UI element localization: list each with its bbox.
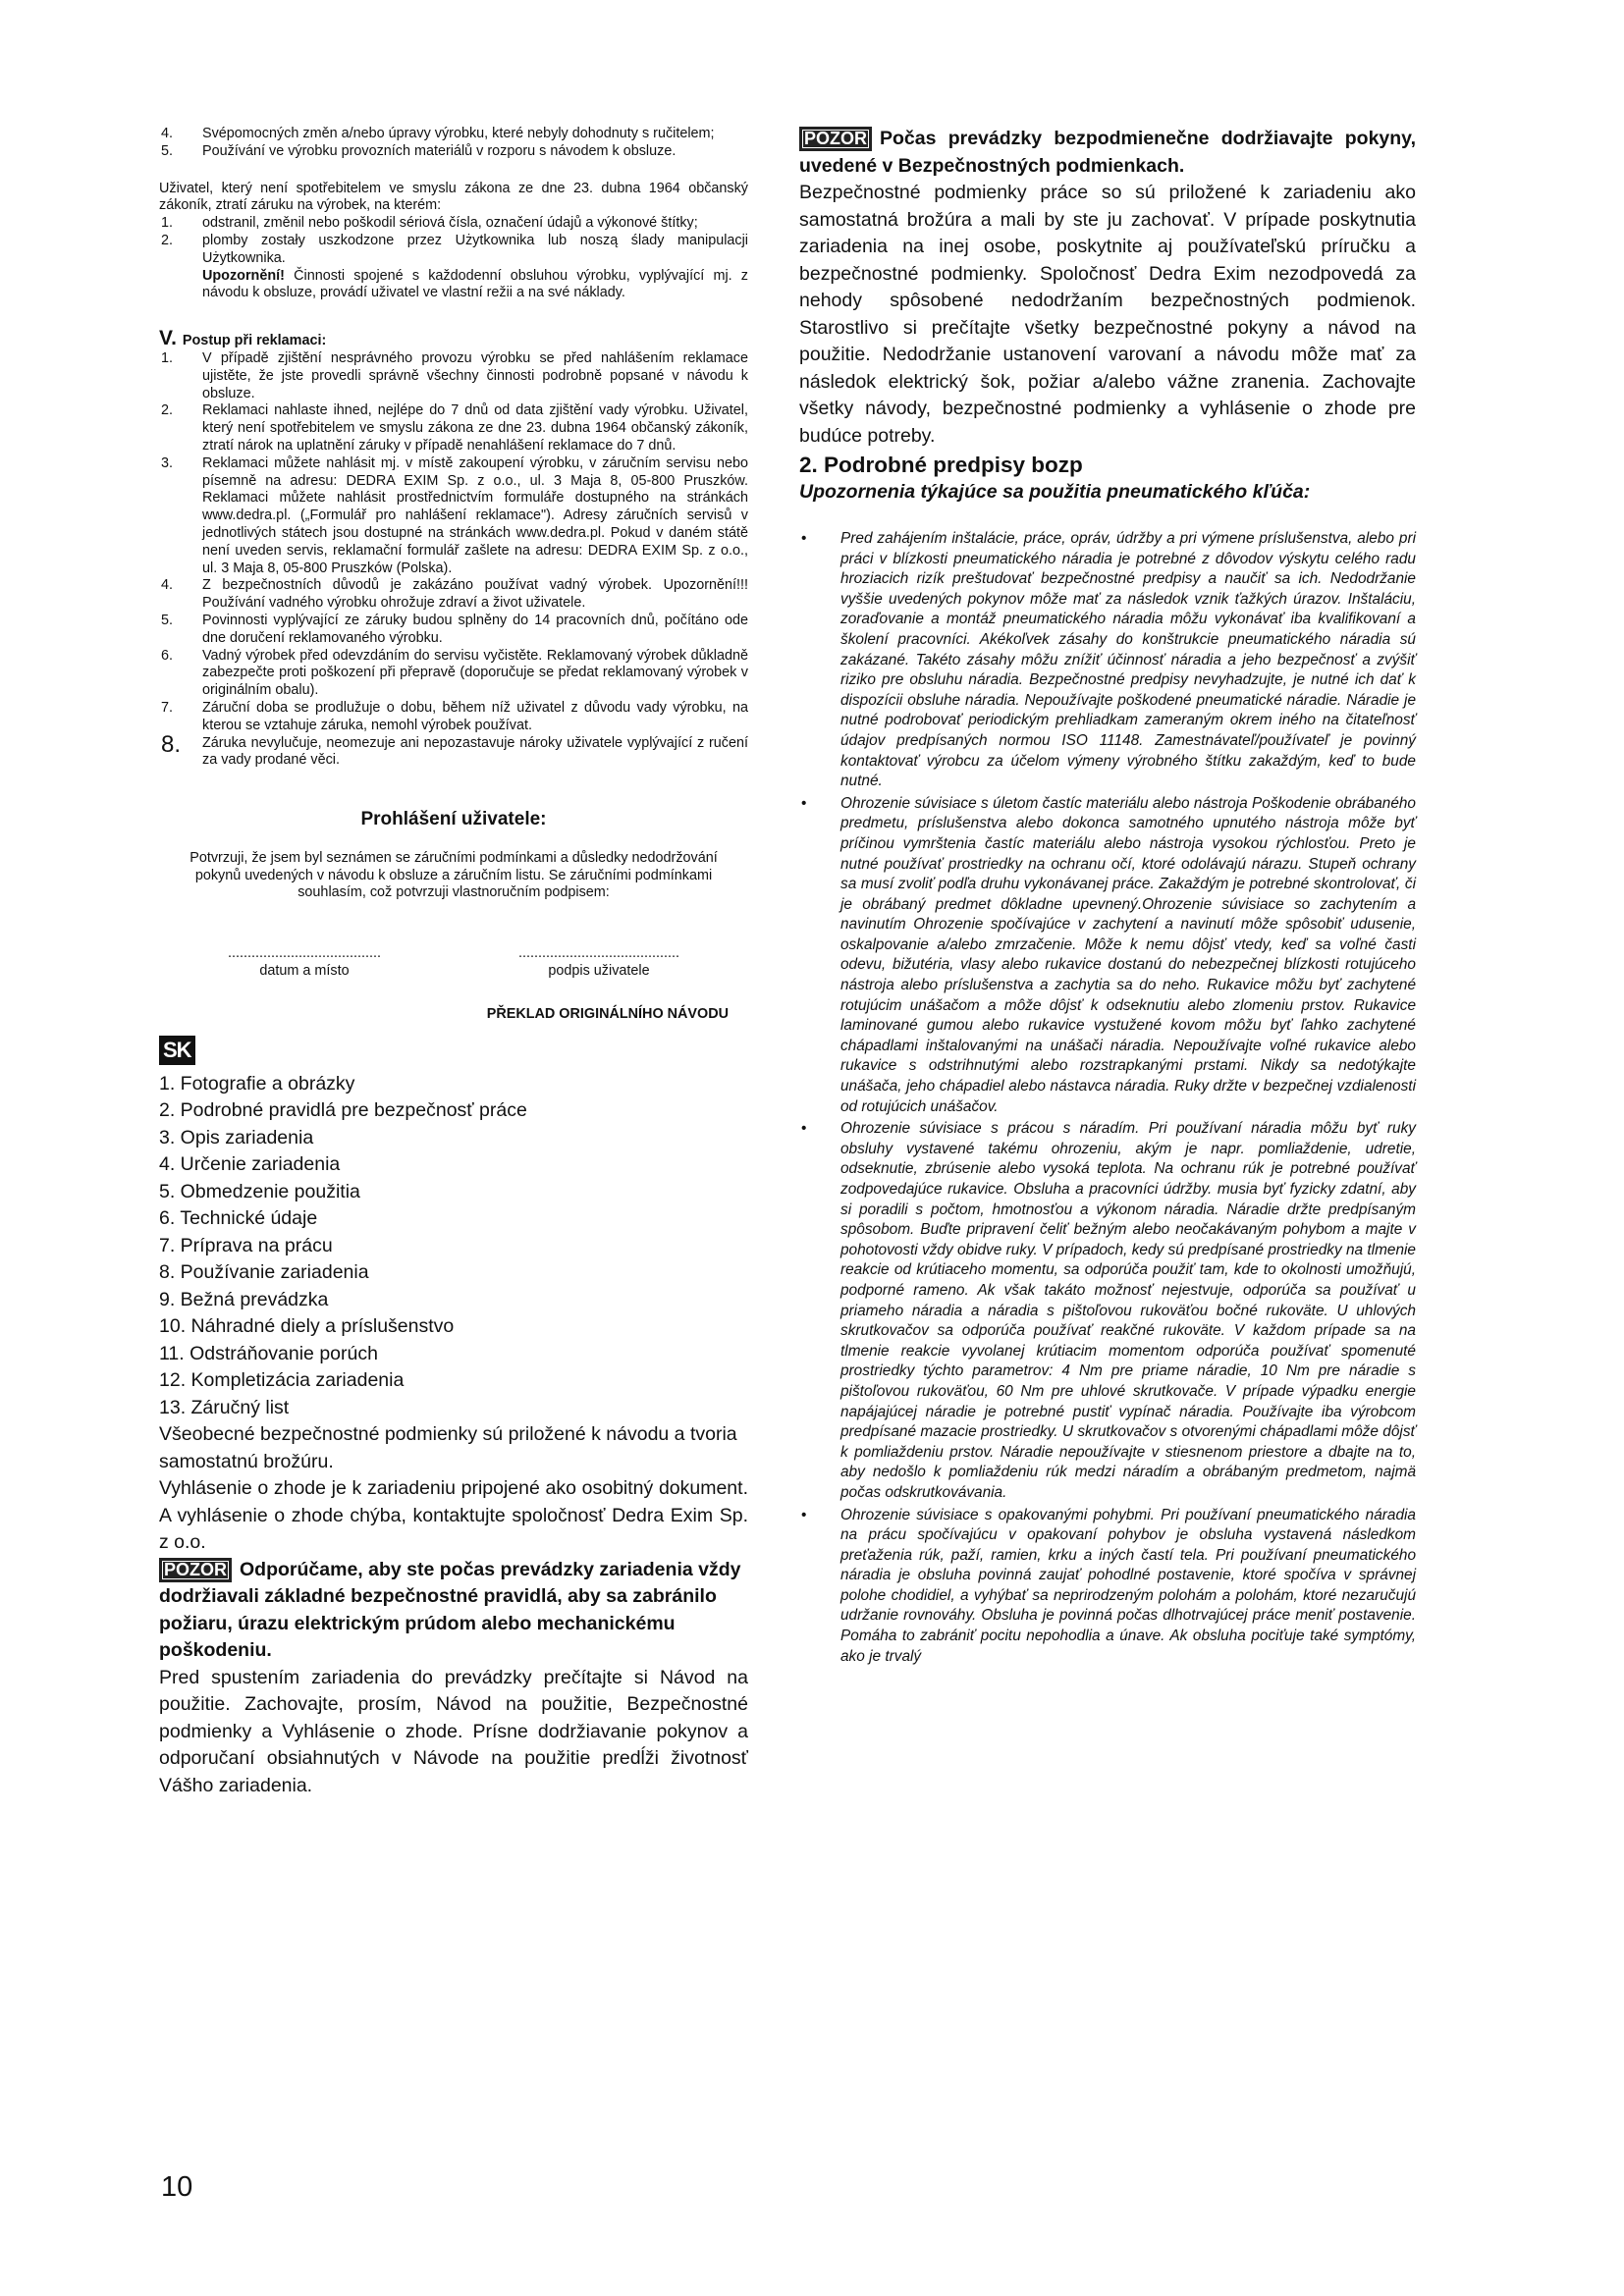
list-item <box>159 648 748 700</box>
item-number: 1. <box>161 349 174 366</box>
upozorneni-note <box>159 268 748 303</box>
item-text: Záruční doba se prodlužuje o dobu, během níž uživatel z důvodu vady výrobku, na kterou se vztahuje záruka, nemohl výrobek používat. <box>202 699 748 733</box>
item-number: 7. <box>161 699 174 716</box>
sk-general-conditions: Všeobecné bezpečnostné podmienky sú priložené k návodu a tvoria samostatnú brožúru. <box>159 1423 737 1472</box>
toc-item: 11. Odstráňovanie porúch <box>159 1342 378 1364</box>
list-item <box>159 126 748 143</box>
pozor-badge: POZOR <box>159 1558 232 1582</box>
safety-conditions-paragraph: Bezpečnostné podmienky práce so sú priložené k zariadeniu ako samostatná brožúra a mali by ste ju zachovať. V prípade poskytnutia zariadenia na inej osobe, poskytnite aj používateľskú príručku a bezpečnostné podmienky. Spoločnosť Dedra Exim nezodpovedá za nehody spôsobené nedodržaním bezpečnostných podmienok. Starostlivo si prečítajte všetky bezpečnostné pokyny a návod na použitie. Nedodržanie ustanovení varovaní a návodu môže mať za následok elektrický šok, požiar a/alebo vážne zranenia. Zachovajte všetky návody, bezpečnostné podmienky a vyhlásenie o zhode pre budúce potreby. <box>799 182 1416 447</box>
toc-item: 8. Používanie zariadenia <box>159 1261 369 1284</box>
item-text: Záruka nevylučuje, neomezuje ani nepozastavuje nároky uživatele vyplývající z ručení za vady prodané věci. <box>202 734 748 769</box>
item-number: 6. <box>161 647 174 664</box>
item-number: 2. <box>161 402 174 419</box>
declaration-title: Prohlášení uživatele: <box>360 809 547 830</box>
signature-dots: ......................................... <box>518 945 679 962</box>
toc-item: 2. Podrobné pravidlá pre bezpečnosť práce <box>159 1099 527 1122</box>
item-number: 2. <box>161 232 174 248</box>
upozorneni-text: Činnosti spojené s každodenní obsluhou výrobku, vyplývající mj. z návodu k obsluze, provádí uživatel ve vlastní režii a na své náklady. <box>202 267 748 301</box>
list-item <box>159 700 748 735</box>
list-item <box>159 215 748 233</box>
item-number: 4. <box>161 126 174 141</box>
complaint-procedure-list <box>159 350 748 770</box>
item-text: odstranil, změnil nebo poškodil sériová čísla, označení údajů a výkonové štítky; <box>202 215 698 232</box>
section-v-number: V. <box>159 327 177 350</box>
item-number: 1. <box>161 215 174 232</box>
safety-bullet: • Ohrozenie súvisiace s opakovanými pohybmi. Pri používaní pneumatického náradia na prácu spočívajúcu v opakovaní pohybov je obsluha vystavená následkom preťaženia rúk, paží, ramien, krku a iných častí tela. Pri používaní pneumatického náradia je obsluha povinná zaujať pohodlné postavenie, ktoré spočíva v správnej polohe chodidiel, a vyhýbať sa neprirodzeným polohám a polohám, ktoré nezaručujú udržanie rovnováhy. Obsluha je povinná počas dlhotrvajúcej práce meniť postavenie. Pomáha to zabrániť pocitu nepohodlia a únave. Ak obsluha pociťuje také symptómy, ako je trvalý <box>799 1506 1416 1668</box>
toc-item: 9. Bežná prevádzka <box>159 1288 329 1310</box>
section-2-heading: 2. Podrobné predpisy bozp <box>799 453 1083 477</box>
safety-bullet: • Pred zahájením inštalácie, práce, opráv, údržby a pri výmene príslušenstva, alebo pri práci v blízkosti pneumatického náradia je potrebné z dôvodov výskytu celého radu hroziacich rizík preštudovať bezpečnostné predpisy a naučiť sa ich. Nedodržanie vyššie uvedených pokynov môže mať za následok vznik ťažkých úrazov. Inštaláciu, zoraďovanie a montáž pneumatického náradia môžu vykonávať iba kvalifikovaní a školení pracovníci. Akékoľvek zásahy do konštrukcie pneumatického náradia sú zakázané. Takéto zásahy môžu znížiť účinnosť náradia a jeho bezpečnosť a zvýšiť riziko pre obsluhu náradia. Bezpečnostné predpisy nevyhadzujte, je nutné ich dať k dispozícii obsluhe náradia. Nepoužívajte poškodené pneumatické náradie. Náradie je nutné podrobovať periodickým prehliadkam zameraným okrem iného na čitateľnosť údajov predpísaných normou ISO 11148. Zamestnávateľ/používateľ je povinný kontaktovať výrobcu za účelom výmeny výrobného štítku zakaždým, keď to bude nutné. <box>799 529 1416 792</box>
section-v-heading <box>159 327 748 350</box>
pneumatic-wrench-heading: Upozornenia týkajúce sa použitia pneumatického kľúča: <box>799 480 1311 503</box>
safety-intro <box>799 126 1416 506</box>
item-text: Z bezpečnostních důvodů je zakázáno používat vadný výrobek. Upozornění!!! Používání vadného výrobku ohrožuje zdraví a život uživatele. <box>202 577 748 612</box>
item-text: V případě zjištění nesprávného provozu výrobku se před nahlášením reklamace ujistěte, že jste provedli správně všechny činnosti podrobně popsané v návodu k obsluze. <box>202 349 748 401</box>
translation-note: PŘEKLAD ORIGINÁLNÍHO NÁVODU <box>486 1005 729 1022</box>
toc-item: 10. Náhradné diely a príslušenstvo <box>159 1315 455 1338</box>
list-item <box>159 730 748 771</box>
safety-bullet: • Ohrozenie súvisiace s prácou s náradím. Pri používaní náradia môžu byť ruky obsluhy vystavené takému ohrozeniu, akým je napr. pomliaždenie, udretie, odseknutie, zbrúsenie alebo vysoká teplota. Na ochranu rúk je potrebné používať zodpovedajúce rukavice. Obsluha a pracovníci údržby. musia byť fyzicky zdatní, aby si poradili s počtom, hmotnosťou a výkonom náradia. Náradie držte predpísaným spôsobom. Buďte pripravení čeliť bežným alebo neočakávaným pohybom a majte v pohotovosti vždy obidve ruky. V prípadoch, kedy sú predpísané prostriedky na tlmenie reakcie od krútiaceho momentu, sa odporúča použiť tam, kde to okolnosti umožňujú, podporné rameno. Ak však takáto možnosť nejestvuje, odporúča sa používať u priameho náradia a náradia s pištoľovou rukoväťou bočné rukoväte. U uhlových skrutkovačov sa odporúča používať reakčné rukoväte. V každom prípade sa na tlmenie reakcie vyvolanej krútiacim momentom odporúča používať spomenuté prostriedky týchto parametrov: 4 Nm pre priame náradie, 10 Nm pre náradie s pištoľovou rukoväťou, 60 Nm pre uhlové skrutkovače. V prípade výpadku energie napájajúcej náradie je potrebné pustiť vypínač náradia. Používajte iba výrobcom predpísané mazacie prostriedky. U skrutkovačov s otvorenými chápadlami môže dôjsť k pomliaždeniu prstov. Náradie nepoužívajte v stiesnenom priestore a dbajte na to, aby nedošlo k pomliaždeniu rúk medzi náradím a obrábaným predmetom, najmä počas odskrutkovávania. <box>799 1119 1416 1503</box>
list-item <box>159 613 748 648</box>
item-number: 5. <box>161 142 174 159</box>
toc-item: 1. Fotografie a obrázky <box>159 1072 355 1095</box>
item-text: Vadný výrobek před odevzdáním do servisu vyčistěte. Reklamovaný výrobek důkladně zabezpečte proti poškození při přepravě (doporučuje se předat reklamovaný výrobek v originálním obalu). <box>202 647 748 699</box>
item-text: Povinnosti vyplývající ze záruky budou splněny do 14 pracovních dnů, počítáno ode dne doručení reklamovaného výrobku. <box>202 612 748 646</box>
toc-item: 12. Kompletizácia zariadenia <box>159 1369 405 1392</box>
page-number: 10 <box>161 2171 193 2203</box>
item-number: 3. <box>161 454 174 471</box>
sk-pozor-text: Odporúčame, aby ste počas prevádzky zariadenia vždy dodržiavali základné bezpečnostné pravidlá, aby sa zabránilo požiaru, úrazu elektrickým prúdom alebo mechanickému poškodeniu. <box>159 1558 741 1662</box>
item-number: 4. <box>161 577 174 594</box>
sk-manual-instruction: Pred spustením zariadenia do prevádzky prečítajte si Návod na použitie. Zachovajte, prosím, Návod na použitie, Bezpečnostné podmienky a Vyhlásenie o zhode. Prísne dodržiavanie pokynov a odporučaní obsiahnutých v Návode na použitie predĺži životnosť Vášho zariadenia. <box>159 1666 748 1796</box>
list-item <box>159 455 748 578</box>
toc-item: 13. Záručný list <box>159 1396 290 1418</box>
list-item <box>159 577 748 613</box>
item-number: 8. <box>161 730 182 758</box>
signature-label: podpis uživatele <box>548 963 650 980</box>
list-item <box>159 350 748 402</box>
item-text: Používání ve výrobku provozních materiálů v rozporu s návodem k obsluze. <box>202 142 677 159</box>
item-text: Svépomocných změn a/nebo úpravy výrobku, které nebyly dohodnuty s ručitelem; <box>202 126 715 141</box>
item-text: Reklamaci nahlaste ihned, nejlépe do 7 dnů od data zjištění vady výrobku. Uživatel, který není spotřebitelem ve smyslu zákona ze dne 23. dubna 1964 občanský zákoník, ztratí nárok na uplatnění záruky v případě nenahlášení reklamace do 7 dnů. <box>202 402 748 454</box>
user-conditions-list <box>159 215 748 267</box>
sk-language-badge: SK <box>159 1036 195 1065</box>
toc-item: 3. Opis zariadenia <box>159 1126 314 1148</box>
sk-pozor-warning <box>159 1557 748 1665</box>
date-dots: ....................................... <box>228 945 381 962</box>
item-text: Reklamaci můžete nahlásit mj. v místě zakoupení výrobku, v záručním servisu nebo písemně na adresu: DEDRA EXIM Sp. z o.o., ul. 3 Maja 8, 05-800 Pruszków. Reklamaci můžete nahlásit prostřednictvím formuláře dostupného na stránkách www.dedra.pl. („Formulář pro nahlášení reklamace"). Adresy záručních servisů v jednotlivých státech jsou dostupné na stránkách www.dedra.pl. Pokud v daném státě není uveden servis, reklamační formulář zašlete na adresu: DEDRA EXIM Sp. z o.o., ul. 3 Maja 8, 05-800 Pruszków (Polska). <box>202 454 748 576</box>
item-number: 5. <box>161 612 174 628</box>
declaration-text: Potvrzuji, že jsem byl seznámen se záručními podmínkami a důsledky nedodržování pokynů uvedených v návodu k obsluze a záručním listu. Se záručními podmínkami souhlasím, což potvrzuji vlastnoručním podpisem: <box>189 849 718 901</box>
safety-bullet: • Ohrozenie súvisiace s úletom častíc materiálu alebo nástroja Poškodenie obrábaného predmetu, príslušenstva alebo dokonca samotného upnutého nástroja môže byť príčinou vymrštenia častíc materiálu alebo nástroja vysokou rýchlosťou. Preto je nutné používať prostriedky na ochranu očí, ktoré odolávajú nárazu. Stupeň ochrany sa musí zvoliť podľa druhu vykonávanej práce. Zakaždým je potrebné skontrolovať, či je obrábaný predmet dôkladne upevnený.Ohrozenie súvisiace so zachytením a navinutím Ohrozenie spočívajúce v zachytení a navinutí môže spôsobiť udusenie, oskalpovanie a/alebo zmrzačenie. Môže k nemu dôjsť vtedy, keď sa voľné časti odevu, bižutéria, vlasy alebo rukavice dostanú do nebezpečnej blízkosti rotujúceho nástroja alebo príslušenstva a zachytia sa do neho. Rukavice môžu byť zachytené rotujúcim unášačom a môže dôjsť k odseknutiu alebo zlomeniu prstov. Rukavice laminované gumou alebo rukavice vystužené kovom môžu byť ľahko zachytené chápadlami inštalovanými na unášači náradia. Nepoužívajte voľné rukavice alebo rukavice s odstrihnutými alebo rozstrapkanými prstami. Nikdy sa nedotýkajte unášača, jeho chápadiel alebo nástavca náradia. Ruky držte v bezpečnej vzdialenosti od rotujúcich unášačov. <box>799 794 1416 1118</box>
toc-item: 4. Určenie zariadenia <box>159 1153 341 1176</box>
list-item <box>159 233 748 268</box>
section-v-title: Postup při reklamaci: <box>182 333 327 349</box>
sk-declaration-conformity: Vyhlásenie o zhode je k zariadeniu pripojené ako osobitný dokument. A vyhlásenie o zhode chýba, kontaktujte spoločnosť Dedra Exim Sp. z o.o. <box>159 1477 748 1554</box>
slovak-intro-section <box>159 1071 748 1800</box>
list-item <box>159 143 748 161</box>
right-pozor-warning <box>799 126 1416 180</box>
upozorneni-label: Upozornění! <box>202 267 285 284</box>
right-pozor-text: Počas prevádzky bezpodmienečne dodržiavajte pokyny, uvedené v Bezpečnostných podmienkach. <box>799 128 1416 177</box>
user-signature-field <box>518 945 679 981</box>
pozor-badge: POZOR <box>799 127 872 151</box>
date-place-field <box>228 945 381 981</box>
warranty-czech-section <box>159 126 748 1024</box>
right-column <box>799 126 1416 1669</box>
table-of-contents <box>159 1071 748 1422</box>
date-place-label: datum a místo <box>259 963 350 980</box>
safety-bullets <box>799 529 1416 1667</box>
item-text: plomby zostały uszkodzone przez Użytkownika lub noszą ślady manipulacji Użytkownika. <box>202 232 748 266</box>
user-intro: Uživatel, který není spotřebitelem ve smyslu zákona ze dne 23. dubna 1964 občanský zákoník, ztratí záruku na výrobek, na kterém: <box>159 180 748 214</box>
warranty-exclusions-list <box>159 126 748 161</box>
signature-block <box>159 945 748 981</box>
toc-item: 7. Príprava na prácu <box>159 1234 333 1256</box>
toc-item: 6. Technické údaje <box>159 1207 318 1230</box>
left-column <box>159 126 748 1799</box>
list-item <box>159 402 748 454</box>
toc-item: 5. Obmedzenie použitia <box>159 1180 360 1202</box>
